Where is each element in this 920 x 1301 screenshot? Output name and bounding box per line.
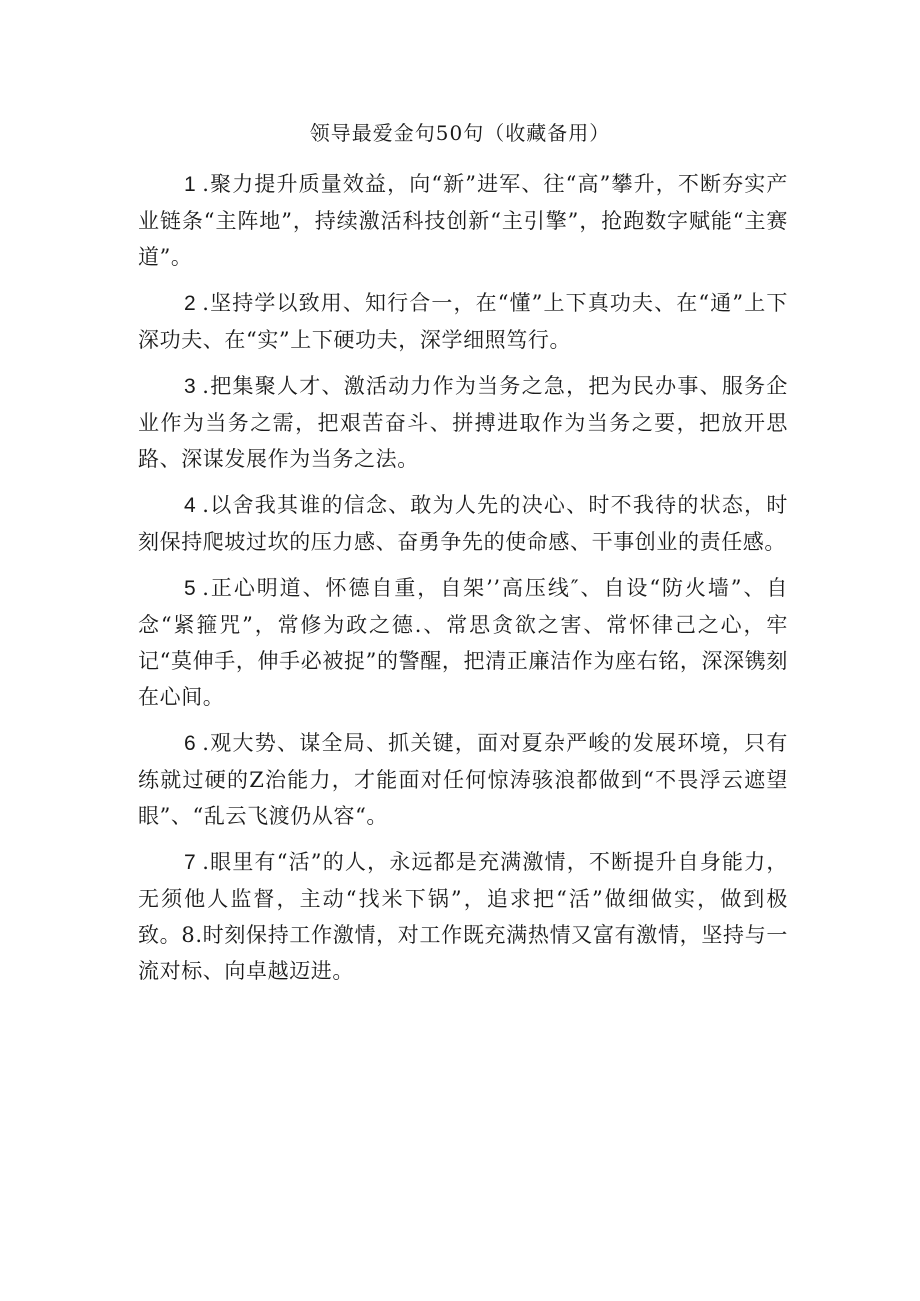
paragraph-3 [138,368,788,477]
paragraph-text: .把集聚人才、激活动力作为当务之急，把为民办事、服务企业作为当务之需，把艰苦奋斗、拼搏进取作为当务之要，把放开思路、深谋发展作为当务之法。 [138,374,788,471]
paragraph-number: 6 [184,732,197,755]
paragraph-5 [138,570,788,715]
paragraph-1 [138,166,788,275]
paragraph-text: .坚持学以致用、知行合一，在“懂”上下真功夫、在“通”上下深功夫、在“实”上下硬功夫，深学细照笃行。 [138,291,788,352]
paragraph-number: 5 [184,577,197,600]
paragraph-4 [138,487,788,560]
paragraph-number: 2 [184,292,197,315]
paragraph-number: 3 [184,375,197,398]
paragraph-number: 4 [184,494,197,517]
paragraph-text: .以舍我其谁的信念、敢为人先的决心、时不我待的状态，时刻保持爬坡过坎的压力感、奋勇争先的使命感、干事创业的责任感。 [138,493,788,554]
paragraph-text: .观大势、谋全局、抓关键，面对夏杂严峻的发展环境，只有练就过硬的Z治能力，才能面对任何惊涛骇浪都做到“不畏浮云遮望眼”、“乱云飞渡仍从容“。 [138,731,788,828]
document-body [138,166,788,999]
paragraph-number: 1 [184,173,197,196]
paragraph-text: .正心明道、怀德自重，自架’’高压线″、自设“防火墙”、自念“紧箍咒”，常修为政之德.、常思贪欲之害、常怀律己之心，牢记“莫伸手，伸手必被捉”的警醒，把清正廉洁作为座右铭，深深镌刻在心间。 [138,576,788,709]
paragraph-7 [138,844,788,989]
paragraph-text: .聚力提升质量效益，向“新”进军、往“高”攀升，不断夯实产业链条“主阵地”，持续激活科技创新“主引擎”，抢跑数字赋能“主赛道”。 [138,172,788,269]
paragraph-2 [138,285,788,358]
paragraph-6 [138,725,788,834]
document-title: 领导最爱金句50句（收藏备用） [309,121,611,145]
paragraph-number: 7 [184,851,197,874]
paragraph-text: .眼里有“活”的人，永远都是充满激情，不断提升自身能力，无须他人监督，主动“找米下锅”，追求把“活”做细做实，做到极致。8.时刻保持工作激情，对工作既充满热情又富有激情，坚持与一流对标、向卓越迈进。 [138,850,788,983]
